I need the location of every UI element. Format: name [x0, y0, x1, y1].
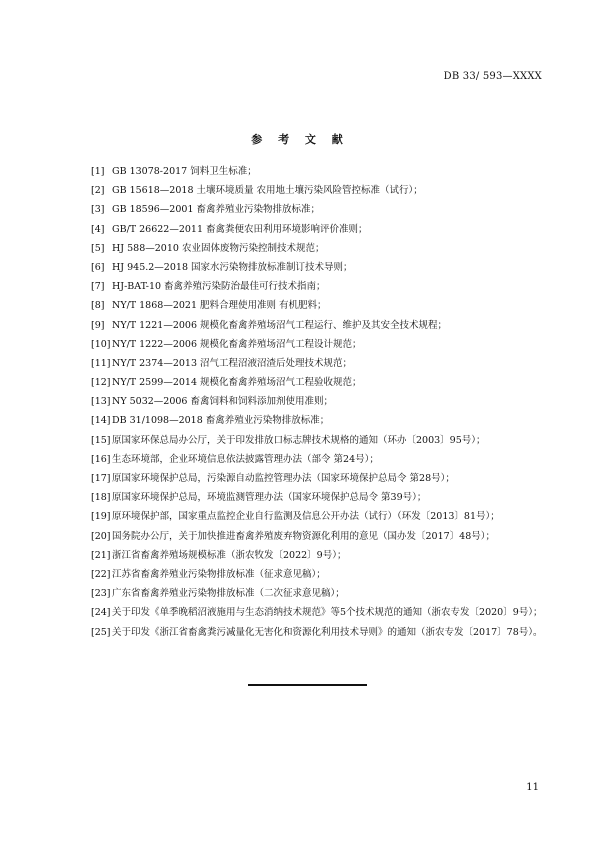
reference-text: 浙江省畜禽养殖场规模标准（浙农牧发〔2022〕9号）；: [112, 549, 347, 561]
reference-text: 原国家环境保护总局，环境监测管理办法（国家环境保护总局令 第39号）；: [112, 492, 427, 504]
reference-text: GB/T 26622—2011 畜禽粪便农田利用环境影响评价准则；: [112, 223, 368, 235]
reference-number: [17]: [91, 473, 111, 484]
reference-item: [91, 261, 551, 275]
reference-number: [25]: [91, 626, 111, 638]
reference-text: 关于印发《浙江省畜禽粪污减量化无害化和资源化利用技术导则》的通知（浙农专发〔2017〕78号）。: [112, 626, 543, 638]
reference-text: GB 15618—2018 土壤环境质量 农用地土壤污染风险管控标准（试行）；: [112, 185, 423, 197]
reference-text: NY/T 2599—2014 规模化畜禽养殖场沼气工程验收规范；: [112, 377, 362, 389]
reference-item: [91, 530, 551, 544]
reference-text: NY/T 1222—2006 规模化畜禽养殖场沼气工程设计规范；: [112, 338, 362, 350]
reference-number: [2]: [91, 185, 105, 197]
reference-item: [91, 395, 551, 409]
reference-item: [91, 549, 551, 563]
reference-text: 江苏省畜禽养殖业污染物排放标准（征求意见稿）；: [112, 568, 326, 580]
end-divider: [248, 684, 367, 686]
reference-item: [91, 376, 551, 390]
reference-number: [5]: [91, 242, 105, 254]
reference-text: 原国家环保总局办公厅，关于印发排放口标志牌技术规格的通知（环办〔2003〕95号）；: [112, 434, 486, 446]
document-code: DB 33/ 593—XXXX: [443, 71, 542, 82]
reference-text: 关于印发《单季晚稻沼液施用与生态消纳技术规范》等5个技术规范的通知（浙农专发〔2020〕9号）；: [112, 607, 543, 619]
reference-number: [1]: [91, 166, 105, 177]
reference-item: [91, 299, 551, 313]
reference-text: HJ 588—2010 农业固体废物污染控制技术规范；: [112, 242, 325, 254]
reference-text: NY/T 2374—2013 沼气工程沼液沼渣后处理技术规范；: [112, 357, 353, 369]
reference-number: [21]: [91, 549, 111, 561]
reference-text: 生态环境部，企业环境信息依法披露管理办法（部令 第24号）；: [112, 453, 379, 465]
reference-number: [18]: [91, 492, 111, 504]
reference-number: [22]: [91, 568, 111, 580]
reference-list: [91, 165, 551, 645]
reference-item: [91, 165, 551, 179]
reference-text: NY/T 1868—2021 肥料合理使用准则 有机肥料；: [112, 300, 327, 312]
reference-number: [11]: [91, 357, 111, 369]
reference-text: 广东省畜禽养殖业污染物排放标准（二次征求意见稿）；: [112, 588, 345, 600]
reference-number: [9]: [91, 319, 105, 331]
reference-item: [91, 223, 551, 237]
reference-item: [91, 606, 551, 620]
reference-number: [12]: [91, 377, 111, 389]
reference-text: NY 5032—2006 畜禽饲料和饲料添加剂使用准则；: [112, 396, 333, 408]
reference-number: [20]: [91, 530, 111, 542]
reference-number: [13]: [91, 396, 111, 408]
reference-text: GB 13078-2017 饲料卫生标准；: [112, 166, 257, 177]
reference-text: HJ-BAT-10 畜禽养殖污染防治最佳可行技术指南；: [112, 281, 326, 293]
reference-item: [91, 472, 551, 486]
reference-item: [91, 434, 551, 448]
reference-number: [8]: [91, 300, 105, 312]
reference-item: [91, 242, 551, 256]
reference-item: [91, 626, 551, 640]
reference-text: 原环境保护部，国家重点监控企业自行监测及信息公开办法（试行）（环发〔2013〕81号）；: [112, 511, 500, 523]
reference-item: [91, 453, 551, 467]
reference-item: [91, 280, 551, 294]
reference-item: [91, 184, 551, 198]
reference-item: [91, 568, 551, 582]
reference-item: [91, 357, 551, 371]
reference-item: [91, 491, 551, 505]
reference-text: 国务院办公厅，关于加快推进畜禽养殖废弃物资源化利用的意见（国办发〔2017〕48号）；: [112, 530, 496, 542]
reference-item: [91, 510, 551, 524]
reference-number: [24]: [91, 607, 111, 619]
reference-text: 原国家环境保护总局，污染源自动监控管理办法（国家环境保护总局令 第28号）；: [112, 473, 455, 484]
page-title: 参 考 文 献: [251, 133, 349, 146]
reference-text: HJ 945.2—2018 国家水污染物排放标准制订技术导则；: [112, 261, 353, 273]
reference-number: [23]: [91, 588, 111, 600]
reference-text: GB 18596—2001 畜禽养殖业污染物排放标准；: [112, 204, 321, 216]
reference-number: [14]: [91, 415, 111, 427]
reference-item: [91, 338, 551, 352]
reference-number: [3]: [91, 204, 105, 216]
reference-number: [15]: [91, 434, 111, 446]
reference-number: [4]: [91, 223, 105, 235]
reference-number: [10]: [91, 338, 111, 350]
reference-item: [91, 587, 551, 601]
reference-item: [91, 319, 551, 333]
reference-number: [7]: [91, 281, 105, 293]
reference-number: [19]: [91, 511, 111, 523]
reference-text: NY/T 1221—2006 规模化畜禽养殖场沼气工程运行、维护及其安全技术规程；: [112, 319, 448, 331]
reference-item: [91, 203, 551, 217]
reference-item: [91, 414, 551, 428]
reference-number: [6]: [91, 261, 105, 273]
reference-text: DB 31/1098—2018 畜禽养殖业污染物排放标准；: [112, 415, 330, 427]
page-number: 11: [526, 782, 539, 793]
reference-number: [16]: [91, 453, 111, 465]
